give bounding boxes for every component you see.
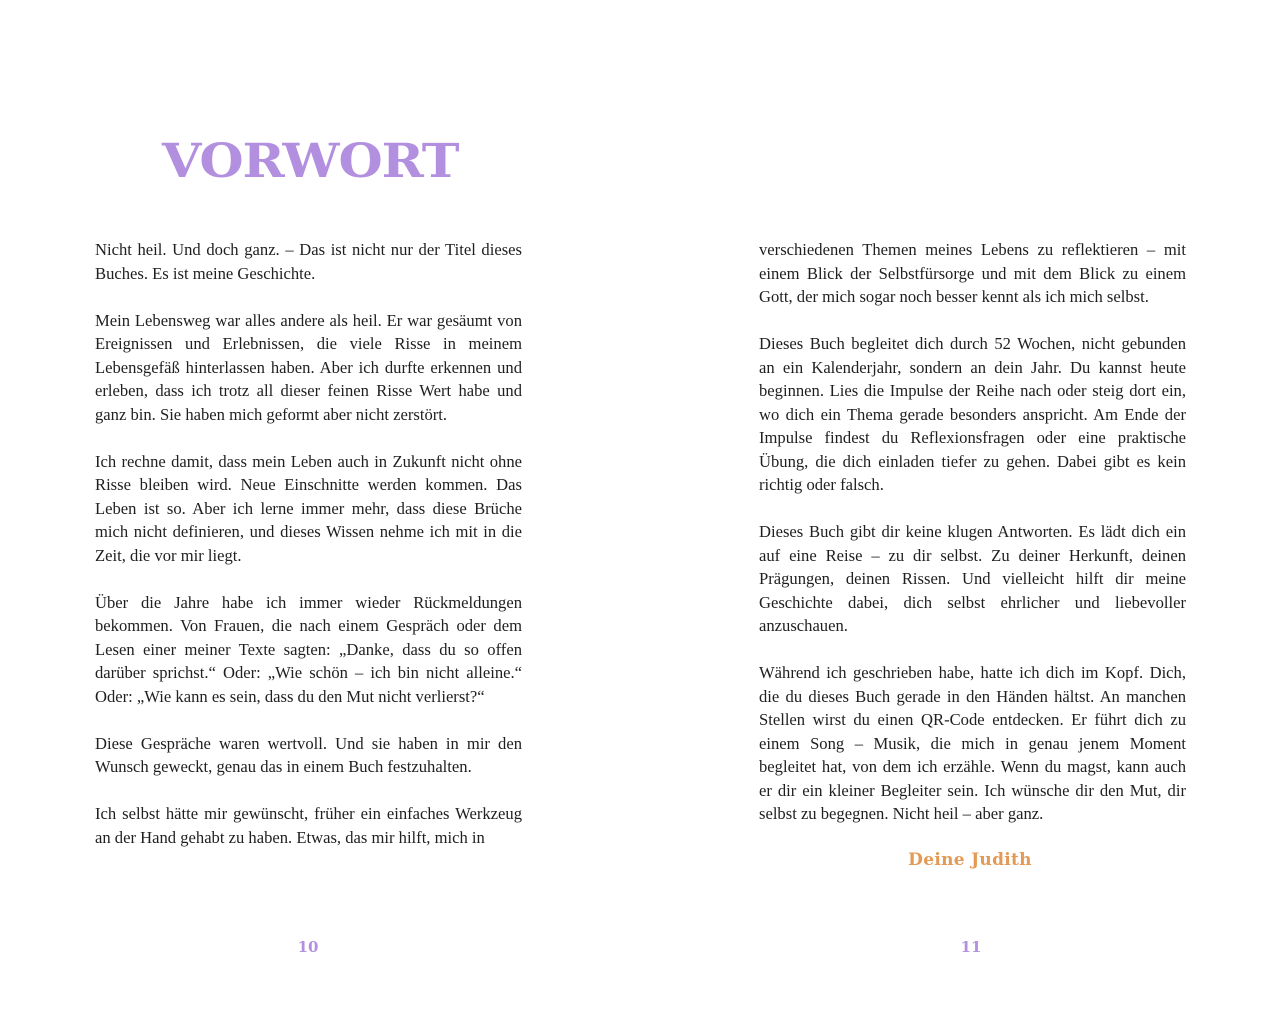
left-body-text [95, 238, 522, 849]
paragraph: Ich rechne damit, dass mein Leben auch in Zukunft nicht ohne Risse bleiben wird. Neue Einschnitte werden kommen. Das Leben ist so. Aber ich lerne immer mehr, dass diese Brüche mich nicht definieren, und dieses Wissen nehme ich mit in die Zeit, die vor mir liegt. [95, 451, 522, 565]
paragraph: Dieses Buch begleitet dich durch 52 Wochen, nicht gebunden an ein Kalenderjahr, sondern an dein Jahr. Du kannst heute beginnen. Lies die Impulse der Reihe nach oder steig dort ein, wo dich ein Thema gerade besonders anspricht. Am Ende der Impulse findest du Reflexionsfragen oder eine praktische Übung, die dich einladen tiefer zu gehen. Dabei gibt es kein richtig oder falsch. [759, 334, 1186, 494]
paragraph: Während ich geschrieben habe, hatte ich dich im Kopf. Dich, die du dieses Buch gerade in den Händen hältst. An manchen Stellen wirst du einen QR-Code entdecken. Er führt dich zu einem Song – Musik, die mich in genau jenem Moment begleitet hat, von dem ich erzähle. Wenn du magst, kann auch er dir ein kleiner Begleiter sein. Ich wünsche dir den Mut, dir selbst zu begegnen. Nicht heil – aber ganz. [759, 663, 1186, 823]
page-number: 11 [960, 938, 982, 956]
paragraph: Diese Gespräche waren wertvoll. Und sie haben in mir den Wunsch geweckt, genau das in einem Buch festzuhalten. [95, 733, 522, 776]
right-page [640, 0, 1280, 1019]
paragraph: Mein Lebensweg war alles andere als heil. Er war gesäumt von Ereignissen und Erlebnissen, die viele Risse in meinem Lebensgefäß hinterlassen haben. Aber ich durfte erkennen und erleben, dass ich trotz all dieser feinen Risse Wert habe und ganz bin. Sie haben mich geformt aber nicht zerstört. [95, 310, 522, 424]
paragraph: Ich selbst hätte mir gewünscht, früher ein einfaches Werkzeug an der Hand gehabt zu haben. Etwas, das mir hilft, mich in [95, 804, 522, 847]
page-number: 10 [297, 938, 319, 956]
chapter-title: VORWORT [162, 134, 459, 189]
paragraph: Nicht heil. Und doch ganz. – Das ist nicht nur der Titel dieses Buches. Es ist meine Geschichte. [95, 240, 522, 283]
right-body-text [759, 238, 1186, 826]
signature: Deine Judith [908, 850, 1032, 870]
paragraph: Über die Jahre habe ich immer wieder Rückmeldungen bekommen. Von Frauen, die nach einem Gespräch oder dem Lesen einer meiner Texte sagten: „Danke, dass du so offen darüber sprichst.“ Oder: „Wie schön – ich bin nicht alleine.“ Oder: „Wie kann es sein, dass du den Mut nicht verlierst?“ [95, 592, 522, 706]
paragraph: Dieses Buch gibt dir keine klugen Antworten. Es lädt dich ein auf eine Reise – zu dir selbst. Zu deiner Herkunft, deinen Prägungen, deinen Rissen. Und vielleicht hilft dir meine Geschichte dabei, dich selbst ehrlicher und liebevoller anzuschauen. [759, 522, 1186, 635]
paragraph: verschiedenen Themen meines Lebens zu reflektieren – mit einem Blick der Selbstfürsorge und mit dem Blick zu einem Gott, der mich sogar noch besser kennt als ich mich selbst. [759, 240, 1186, 306]
